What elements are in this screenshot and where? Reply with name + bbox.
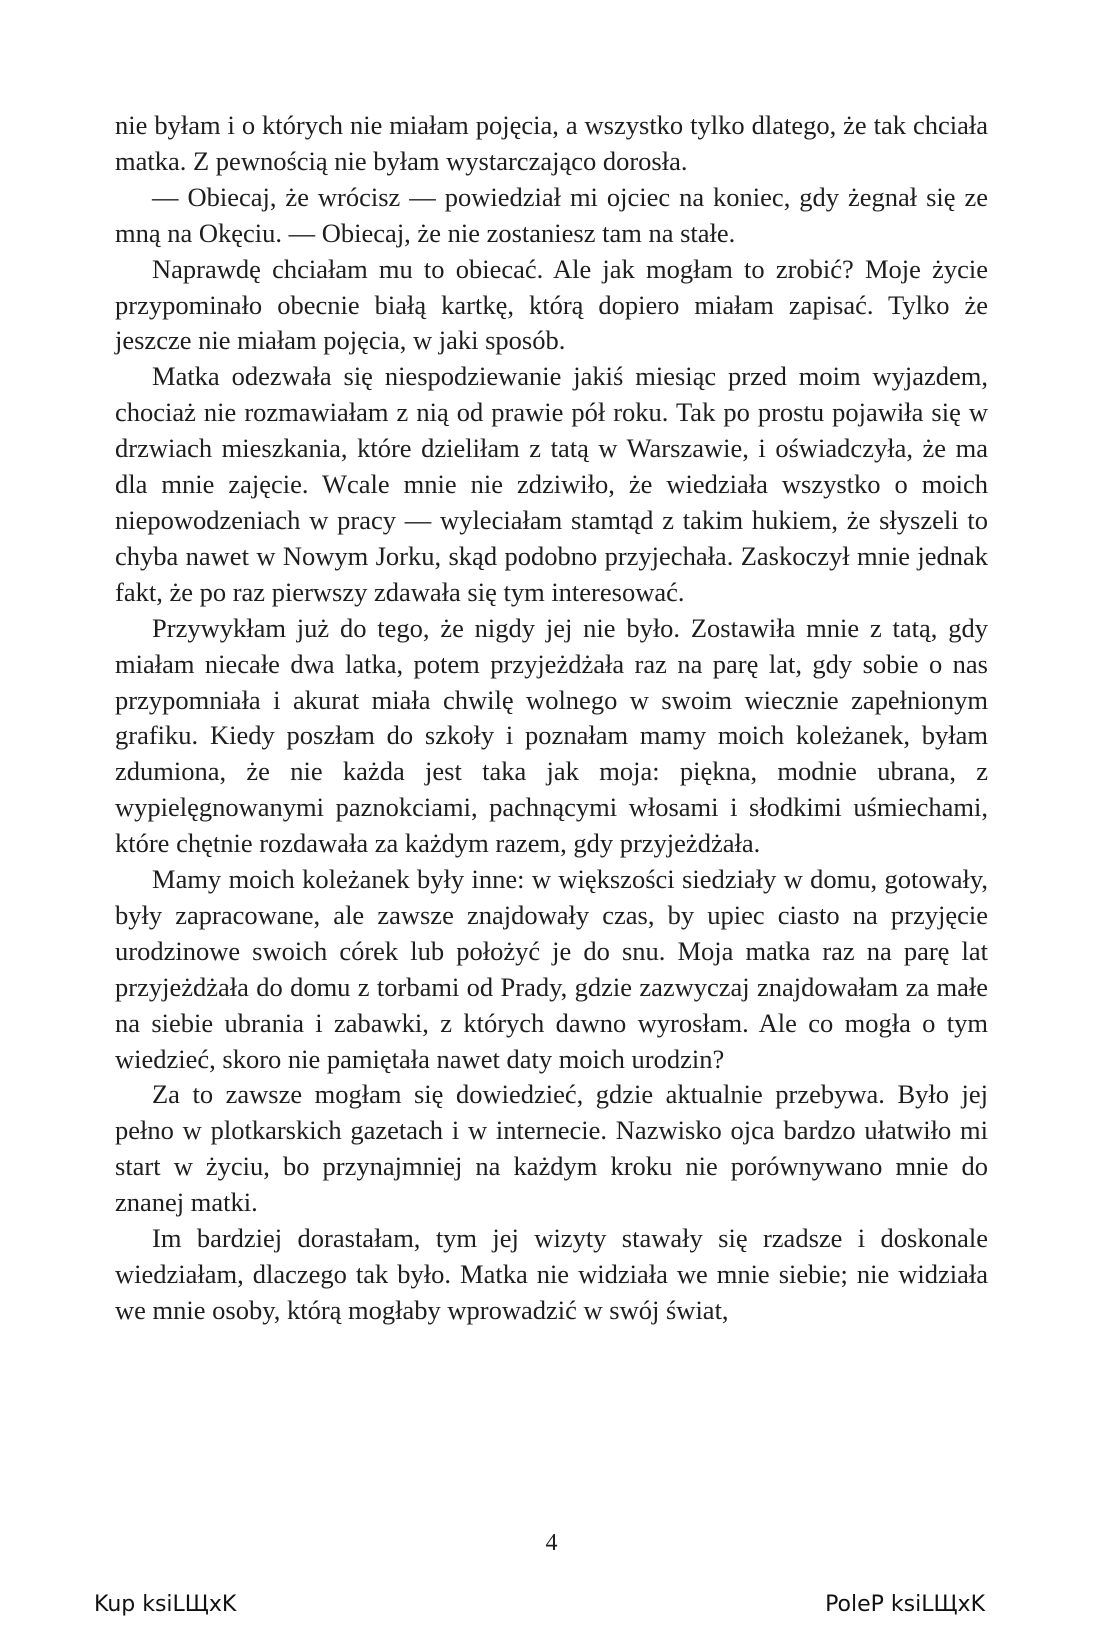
paragraph: Przywykłam już do tego, że nigdy jej nie było. Zostawiła mnie z tatą, gdy miałam niecałe dwa latka, potem przyjeżdżała raz na parę lat, gdy sobie o nas przypomniała i akurat miała chwilę wolnego w swoim wiecznie zapełnionym grafiku. Kiedy poszłam do szkoły i poznałam mamy moich koleżanek, byłam zdumiona, że nie każda jest taka jak moja: piękna, modnie ubrana, z wypielęgnowanymi paznokciami, pachnącymi włosami i słodkimi uśmiechami, które chętnie rozdawała za każdym razem, gdy przyjeżdżała. bbox=[115, 612, 988, 859]
paragraph: Matka odezwała się niespodziewanie jakiś miesiąc przed moim wyjazdem, chociaż nie rozmawiałam z nią od prawie pół roku. Tak po prostu pojawiła się w drzwiach mieszkania, które dzieliłam z tatą w Warszawie, i oświadczyła, że ma dla mnie zajęcie. Wcale mnie nie zdziwiło, że wiedziała wszystko o moich niepowodzeniach w pracy — wyleciałam stamtąd z takim hukiem, że słyszeli to chyba nawet w Nowym Jorku, skąd podobno przyjechała. Zaskoczył mnie jednak fakt, że po raz pierwszy zdawała się tym interesować. bbox=[115, 361, 988, 607]
paragraph: Im bardziej dorastałam, tym jej wizyty stawały się rzadsze i doskonale wiedziałam, dlaczego tak było. Matka nie widziała we mnie siebie; nie widziała we mnie osoby, którą mogłaby wprowadzić w swój świat, bbox=[115, 1223, 988, 1325]
paragraph: Za to zawsze mogłam się dowiedzieć, gdzie aktualnie przebywa. Było jej pełno w plotkarskich gazetach i w internecie. Nazwisko ojca bardzo ułatwiło mi start w życiu, bo przynajmniej na każdym kroku nie porównywano mnie do znanej matki. bbox=[115, 1079, 988, 1218]
page-number: 4 bbox=[545, 1530, 558, 1556]
paragraph: nie byłam i o których nie miałam pojęcia, a wszystko tylko dlatego, że tak chciała matka. Z pewnością nie byłam wystarczająco dorosła. bbox=[115, 110, 988, 176]
paragraph: Mamy moich koleżanek były inne: w większości siedziały w domu, gotowały, były zapracowane, ale zawsze znajdowały czas, by upiec ciasto na przyjęcie urodzinowe swoich córek lub położyć je do snu. Moja matka raz na parę lat przyjeżdżała do domu z torbami od Prady, gdzie zazwyczaj znajdowałam za małe na siebie ubrania i zabawki, z których dawno wyrosłam. Ale co mogła o tym wiedzieć, skoro nie pamiętała nawet daty moich urodzin? bbox=[115, 864, 988, 1074]
buy-book-link[interactable]: Kup ksiLЩxK bbox=[94, 1592, 237, 1617]
page-body-text bbox=[115, 108, 988, 1329]
paragraph: — Obiecaj, że wrócisz — powiedział mi ojciec na koniec, gdy żegnał się ze mną na Okęciu. — Obiecaj, że nie zostaniesz tam na stałe. bbox=[115, 181, 988, 248]
recommend-book-link[interactable]: PoleP ksiLЩxK bbox=[825, 1592, 985, 1617]
paragraph: Naprawdę chciałam mu to obiecać. Ale jak mogłam to zrobić? Moje życie przypominało obecnie białą kartkę, którą dopiero miałam zapisać. Tylko że jeszcze nie miałam pojęcia, w jaki sposób. bbox=[115, 253, 988, 356]
